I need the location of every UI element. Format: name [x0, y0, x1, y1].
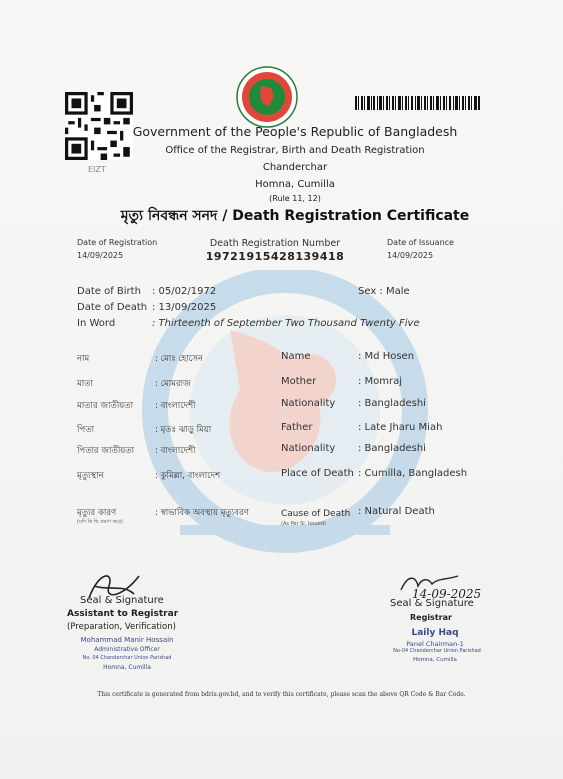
right-role: Registrar — [410, 613, 452, 622]
cause-en-sub: (As Per Sl. Issued) — [281, 521, 326, 527]
row-bn-value: : মৃতঃ ঝাড়ু মিয়া — [155, 425, 212, 435]
union-name: Chanderchar — [262, 162, 328, 173]
in-word-value: : Thirteenth of September Two Thousand Twenty Five — [152, 318, 420, 329]
left-officer-name: Mohammad Manir Hossain — [80, 636, 174, 644]
cause-bn-sub: (যদি কি দ্বি প্রমাণ করে) — [77, 519, 123, 525]
barcode-icon[interactable] — [355, 96, 480, 110]
row-bn-value: : মোমরাজ — [155, 379, 191, 389]
left-officer-title: Administrative Officer — [94, 646, 160, 653]
government-seal-icon — [236, 66, 298, 128]
registration-date: 14/09/2025 — [77, 251, 124, 260]
verification-footer: This certificate is generated from bdris.gov.bd, and to verify this certificate, please scan the above QR Code & Bar Code. — [97, 691, 466, 698]
row-bn-label: পিতার জাতীয়তা — [77, 446, 135, 456]
dod-value: : 13/09/2025 — [152, 302, 217, 313]
qr-caption: EIZT — [88, 165, 106, 174]
row-en-label: Place of Death — [281, 468, 354, 479]
left-seal-signature: Seal & Signature — [80, 595, 164, 606]
office-name: Office of the Registrar, Birth and Death Registration — [165, 145, 425, 156]
left-officer-location: Homna, Cumilla — [103, 664, 151, 671]
cause-en-value: : Natural Death — [358, 506, 435, 517]
issuance-date: 14/09/2025 — [387, 251, 434, 260]
row-bn-value: : কুমিল্লা, বাংলাদেশ — [155, 471, 221, 481]
registration-number: 19721915428139418 — [205, 250, 345, 263]
row-bn-label: মাতার জাতীয়তা — [77, 401, 134, 411]
row-en-value: : Bangladeshi — [358, 443, 426, 454]
registration-number-label: Death Registration Number — [209, 238, 341, 249]
row-en-value: : Md Hosen — [358, 351, 415, 362]
row-en-label: Name — [281, 351, 311, 362]
registration-date-label: Date of Registration — [77, 238, 158, 247]
row-en-value: : Bangladeshi — [358, 398, 426, 409]
row-en-label: Nationality — [281, 443, 336, 454]
row-bn-label: মৃত্যুস্থান — [77, 471, 104, 481]
upazila-name: Homna, Cumilla — [255, 179, 335, 190]
cause-en-label: Cause of Death — [281, 509, 351, 519]
row-bn-value: : বাংলাদেশী — [155, 401, 196, 411]
row-en-label: Father — [281, 422, 313, 433]
left-role-sub: (Preparation, Verification) — [67, 622, 176, 632]
sex-value: Sex : Male — [358, 286, 410, 297]
cause-bn-label: মৃত্যুর কারণ — [77, 508, 117, 518]
government-title: Government of the People's Republic of Bangladesh — [132, 124, 458, 139]
certificate-title: মৃত্যু নিবন্ধন সনদ / Death Registration Certificate — [120, 208, 470, 224]
row-en-label: Mother — [281, 376, 317, 387]
dod-label: Date of Death — [77, 302, 148, 313]
issuance-date-label: Date of Issuance — [387, 238, 454, 247]
row-bn-label: মাতা — [77, 379, 94, 389]
right-officer-title: Panel Chairman-1 — [406, 640, 464, 648]
right-seal-signature: Seal & Signature — [390, 598, 474, 609]
right-officer-location: Homna, Cumilla — [413, 657, 457, 663]
row-bn-label: নাম — [77, 354, 90, 364]
rule-reference: (Rule 11, 12) — [269, 194, 321, 203]
row-en-value: : Momraj — [358, 376, 403, 387]
row-bn-value: : বাংলাদেশী — [155, 446, 196, 456]
registrar-handwritten-date: 14-09-2025 — [412, 587, 482, 601]
right-officer-org: No-04 Chanderchar Union Parishad — [393, 648, 481, 654]
row-en-value: : Late Jharu Miah — [358, 422, 443, 433]
left-officer-org: No. 04 Chanderchar Union Parishad — [82, 655, 172, 661]
dob-label: Date of Birth — [77, 286, 141, 297]
right-officer-name: Laily Haq — [411, 628, 459, 638]
row-en-value: : Cumilla, Bangladesh — [358, 468, 468, 479]
row-bn-label: পিতা — [77, 425, 95, 435]
row-bn-value: : মোঃ হোসেন — [155, 354, 203, 364]
in-word-label: In Word — [77, 318, 116, 329]
cause-bn-value: : স্বাভাবিক অবস্থায় মৃত্যুবরণ — [155, 508, 249, 518]
row-en-label: Nationality — [281, 398, 336, 409]
left-role: Assistant to Registrar — [67, 609, 179, 619]
dob-value: : 05/02/1972 — [152, 286, 217, 297]
